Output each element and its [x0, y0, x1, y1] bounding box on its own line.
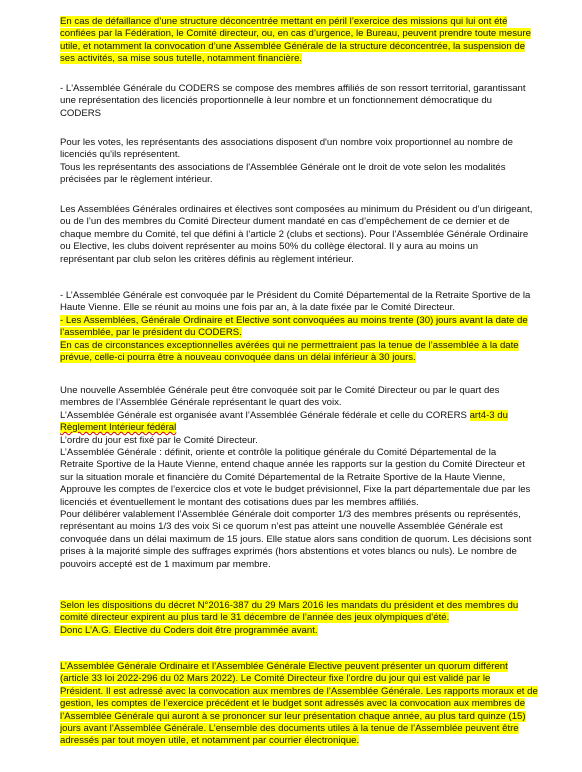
text-line: l’Assemblée Générale qui auront à se prononcer sur leur présentation chaque année, au plus tard quinze (15) [60, 710, 526, 722]
paragraph-new-assembly [60, 385, 550, 571]
text-line: Retraite Sportive de la Haute Vienne, entend chaque année les rapports sur la gestion du Comité Directeur et [60, 459, 525, 471]
highlighted-reference: art4-3 du [469, 409, 508, 421]
paragraph-convocation [60, 290, 550, 364]
text-line: représentant au moins 1/3 des voix Si ce quorum n’est pas atteint une nouvelle Assemblée Générale est [60, 521, 503, 533]
highlighted-reference: Règlement Intérieur fédéral [60, 422, 177, 434]
paragraph-votes [60, 137, 550, 187]
paragraph-assembly-composition [60, 83, 550, 120]
text-line: En cas de défaillance d’une structure déconcentrée mettant en péril l’exercice des missions qui lui ont été [60, 16, 508, 27]
text-line: L’Assemblée Générale est organisée avant l’Assemblée Générale fédérale et celle du CORERS [60, 409, 470, 421]
text-line: Tous les représentants des associations de l'Assemblée Générale ont le droit de vote selon les modalités [60, 161, 506, 173]
text-line: Président. Il est adressé avec la convocation aux membres de l’Assemblée Générale. Les rapports moraux et de [60, 685, 538, 697]
text-line: jours avant l’Assemblée Générale. L’ensemble des documents utiles à la tenue de l’Assemblée peuvent être [60, 723, 519, 735]
text-line: adressés par tout moyen utile, et notamment par courrier électronique. [60, 735, 360, 747]
paragraph-quorum [60, 661, 550, 748]
text-line: confiées par la Fédération, le Comité directeur, ou, en cas d’urgence, le Bureau, peuvent prendre toute mesure [60, 28, 531, 40]
text-line: ou Elective, les clubs doivent représenter au moins 50% du collège électoral. Il y aura au moins un [60, 241, 479, 253]
text-line: membres de l’Assemblée Générale représentant le quart des voix. [60, 397, 342, 409]
text-line: prises à la majorité simple des suffrages exprimés (hors abstentions et votes blancs ou nuls). Le nombre de [60, 546, 517, 558]
text-line: ses activités, sa mise sous tutelle, notamment financière. [60, 53, 303, 65]
text-line: - L’Assemblée Générale est convoquée par le Président du Comité Départemental de la Retraite Sportive de la [60, 290, 531, 301]
text-line: - Les Assemblées, Générale Ordinaire et Elective sont convoquées au moins trente (30) jours avant la date de [60, 314, 528, 326]
text-line: Approuve les comptes de l’exercice clos et vote le budget prévisionnel, Fixe la part départementale due par les [60, 484, 531, 496]
text-line: En cas de circonstances exceptionnelles avérées qui ne permettraient pas la tenue de l’assemblée à la date [60, 339, 519, 351]
paragraph-failure-structure [60, 16, 550, 66]
text-line: utile, et notamment la convocation d’une Assemblée Générale de la structure déconcentrée, la suspension de [60, 40, 526, 52]
text-line: comité directeur expirent au plus tard le 31 décembre de l’année des jeux olympiques d’été. [60, 612, 450, 624]
text-line: pouvoirs accepté est de 1 maximum par membre. [60, 558, 271, 570]
text-line: Selon les dispositions du décret N°2016-387 du 29 Mars 2016 les mandats du président et des membres du [60, 600, 519, 611]
text-line: sur la situation morale et financière du Comité Départemental de la Retraite Sportive de la Haute Vienne, [60, 471, 506, 483]
paragraph-assembly-members [60, 204, 550, 266]
text-line: gestion, les comptes de l’exercice précédent et le budget sont adressés avec la convocation aux membres de [60, 698, 526, 710]
text-line: prévue, celle-ci pourra être à nouveau convoquée dans un délai inférieur à 30 jours. [60, 352, 416, 364]
text-line: l’assemblée, par le président du CODERS. [60, 327, 242, 339]
paragraph-decree [60, 600, 550, 637]
text-line: licenciés qu'ils représentent. [60, 149, 181, 161]
text-line: - L'Assemblée Générale du CODERS se compose des membres affiliés de son ressort territorial, garantissant [60, 83, 526, 94]
text-line: CODERS [60, 107, 102, 119]
text-line: ou de l’un des membres du Comité Directeur dument mandaté en cas d’empêchement de ce dernier et de [60, 216, 510, 228]
text-line: précisées par le règlement intérieur. [60, 174, 213, 186]
text-line: une représentation des licenciés proportionnelle à leur nombre et un fonctionnement démocratique du [60, 95, 492, 107]
text-line: Haute Vienne. Elle se réunit au moins une fois par an, à la date fixée par le Comité Directeur. [60, 302, 455, 314]
text-line: L’Assemblée Générale : définit, oriente et contrôle la politique générale du Comité Départemental de la [60, 447, 497, 459]
text-line: représentant par club selon les critères définis au règlement intérieur. [60, 253, 354, 265]
text-line: Pour délibérer valablement l’Assemblée Générale doit comporter 1/3 des membres présents ou représentés, [60, 509, 521, 521]
text-line: licenciés et éventuellement le montant des cotisations dues par les membres affiliés. [60, 496, 419, 508]
text-line: L’ordre du jour est fixé par le Comité Directeur. [60, 434, 258, 446]
text-line: Une nouvelle Assemblée Générale peut être convoquée soit par le Comité Directeur ou par le quart des [60, 385, 500, 396]
text-line: Donc L’A.G. Elective du Coders doit être programmée avant. [60, 624, 318, 636]
text-line: Pour les votes, les représentants des associations disposent d'un nombre voix proportionnel au nombre de [60, 137, 514, 148]
text-line: (article 33 loi 2022-296 du 02 Mars 2022). Le Comité Directeur fixe l’ordre du jour qui est validé par le [60, 673, 491, 685]
text-line: Les Assemblées Générales ordinaires et électives sont composées au minimum du Président ou d’un dirigeant, [60, 204, 533, 215]
text-line: convoquée dans un délai maximum de 15 jours. Elle statue alors sans condition de quorum. Les décisions sont [60, 533, 532, 545]
text-line: chaque membre du Comité, tel que défini à l’article 2 (clubs et sections). Pour l’Assemblée Générale Ordinaire [60, 228, 529, 240]
text-line: L’Assemblée Générale Ordinaire et l’Assemblée Générale Elective peuvent présenter un quorum différent [60, 661, 508, 672]
